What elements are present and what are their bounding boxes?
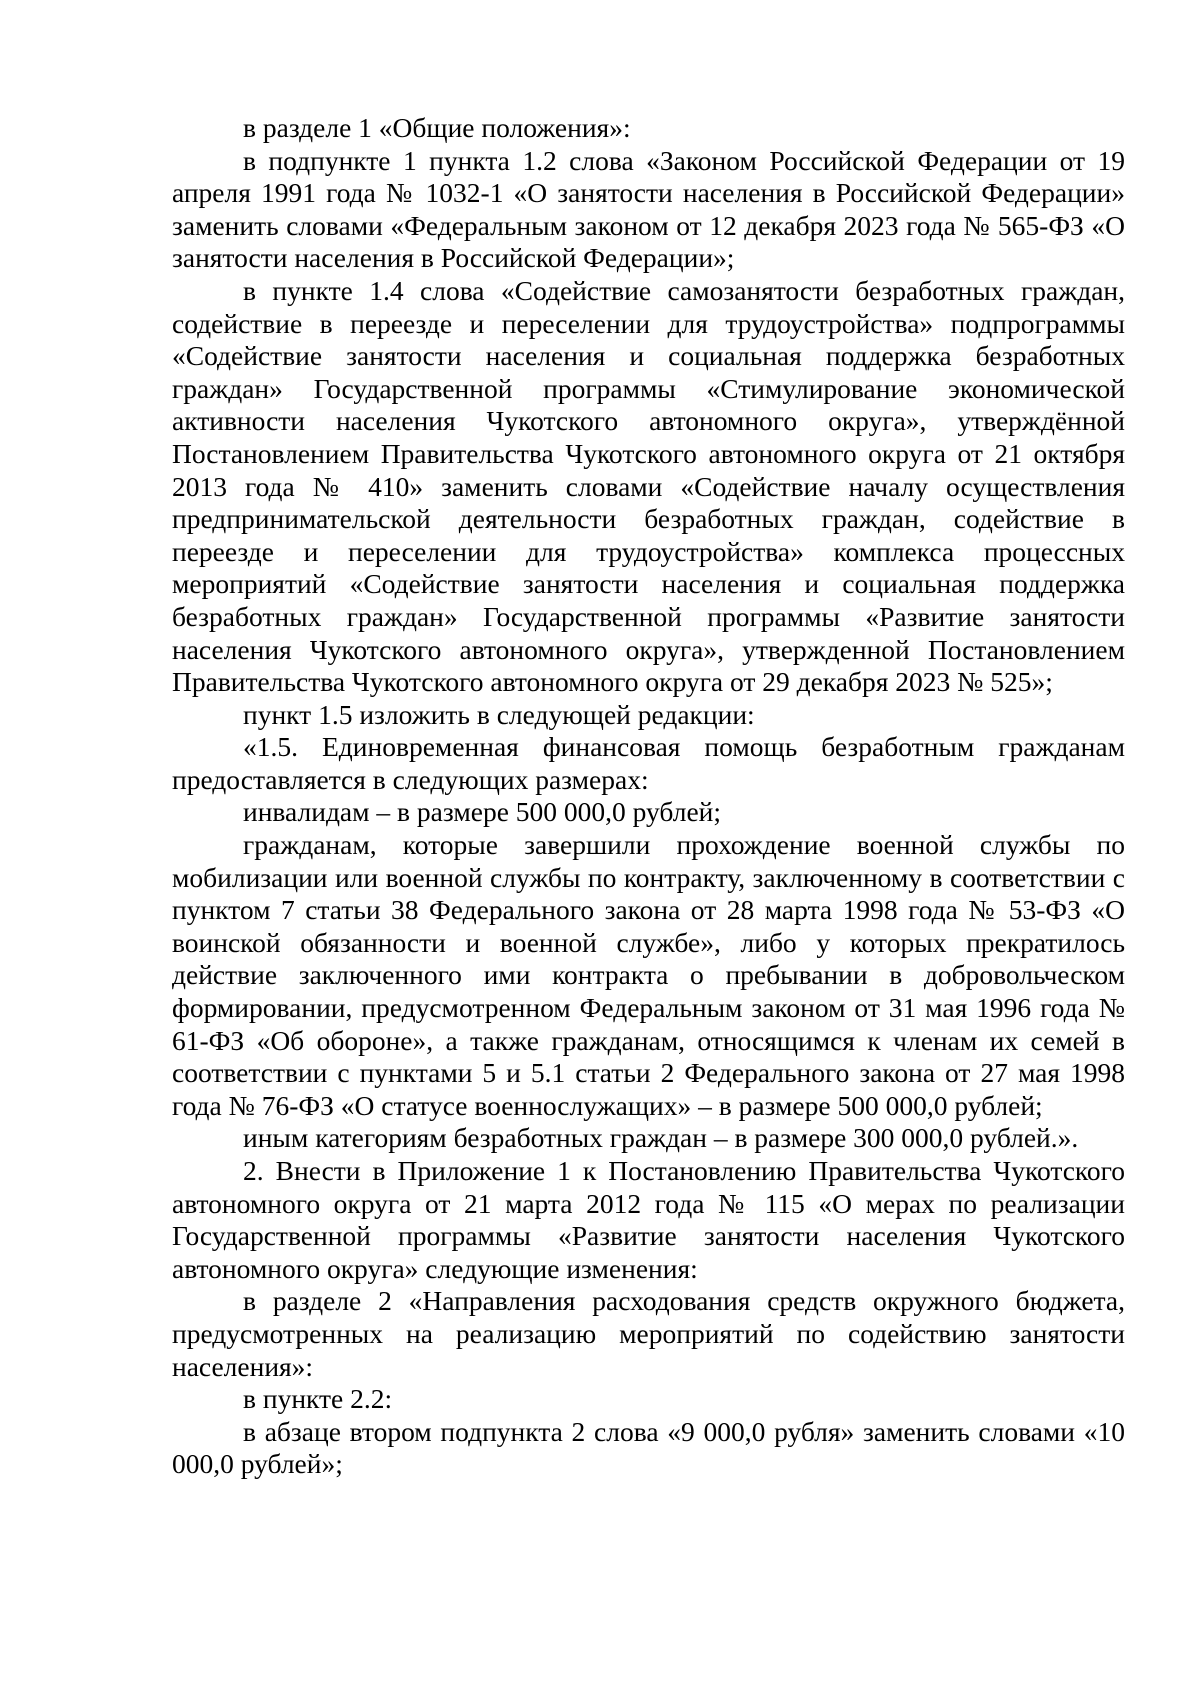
paragraph-section2-heading: в разделе 2 «Направления расходования средств окружного бюджета, предусмотренных на реализацию мероприятий по содействию занятости населения»: — [172, 1285, 1125, 1382]
paragraph-subpoint-2-amount: в абзаце втором подпункта 2 слова «9 000,0 рубля» заменить словами «10 000,0 рублей»; — [172, 1415, 1125, 1480]
paragraph-point-1-5-intro: пункт 1.5 изложить в следующей редакции: — [243, 698, 755, 730]
paragraph-military-citizens: гражданам, которые завершили прохождение военной службы по мобилизации или военной службы по контракту, заключенному в соответствии с пунктом 7 статьи 38 Федерального закона от 28 марта 1998 года № 53-ФЗ «О воинской обязанности и военной службе», либо у которых прекратилось действие заключенного ими контракта о пребывании в добровольческом формировании, предусмотренном Федеральным законом от 31 мая 1996 года № 61-ФЗ «Об обороне», а также гражданам, относящимся к членам их семей в соответствии с пунктами 5 и 5.1 статьи 2 Федерального закона от 27 мая 1998 года № 76-ФЗ «О статусе военнослужащих» – в размере 500 000,0 рублей; — [172, 829, 1125, 1121]
paragraph-disabled-persons: инвалидам – в размере 500 000,0 рублей; — [243, 796, 722, 828]
document-page — [172, 112, 1125, 1481]
paragraph-point-1-5-text: «1.5. Единовременная финансовая помощь безработным гражданам предоставляется в следующих размерах: — [172, 731, 1125, 795]
paragraph-point-1-4: в пункте 1.4 слова «Содействие самозанятости безработных граждан, содействие в переезде и переселении для трудоустройства» подпрограммы «Содействие занятости населения и социальная поддержка безработных граждан» Государственной программы «Стимулирование экономической активности населения Чукотского автономного округа», утверждённой Постановлением Правительства Чукотского автономного округа от 21 октября 2013 года № 410» заменить словами «Содействие началу осуществления предпринимательской деятельности безработных граждан, содействие в переезде и переселении для трудоустройства» комплекса процессных мероприятий «Содействие занятости населения и социальная поддержка безработных граждан» Государственной программы «Развитие занятости населения Чукотского автономного округа», утвержденной Постановлением Правительства Чукотского автономного округа от 29 декабря 2023 № 525»; — [172, 274, 1125, 698]
paragraph-other-categories: иным категориям безработных граждан – в размере 300 000,0 рублей.». — [243, 1122, 1079, 1154]
paragraph-section1-heading: в разделе 1 «Общие положения»: — [243, 112, 631, 143]
paragraph-subpoint-1-2: в подпункте 1 пункта 1.2 слова «Законом Российской Федерации от 19 апреля 1991 года № 1032-1 «О занятости населения в Российской Федерации» заменить словами «Федеральным законом от 12 декабря 2023 года № 565-ФЗ «О занятости населения в Российской Федерации»; — [172, 144, 1125, 274]
paragraph-point-2-2: в пункте 2.2: — [243, 1383, 393, 1415]
paragraph-item-2: 2. Внести в Приложение 1 к Постановлению Правительства Чукотского автономного округа от 21 марта 2012 года № 115 «О мерах по реализации Государственной программы «Развитие занятости населения Чукотского автономного округа» следующие изменения: — [172, 1155, 1125, 1284]
